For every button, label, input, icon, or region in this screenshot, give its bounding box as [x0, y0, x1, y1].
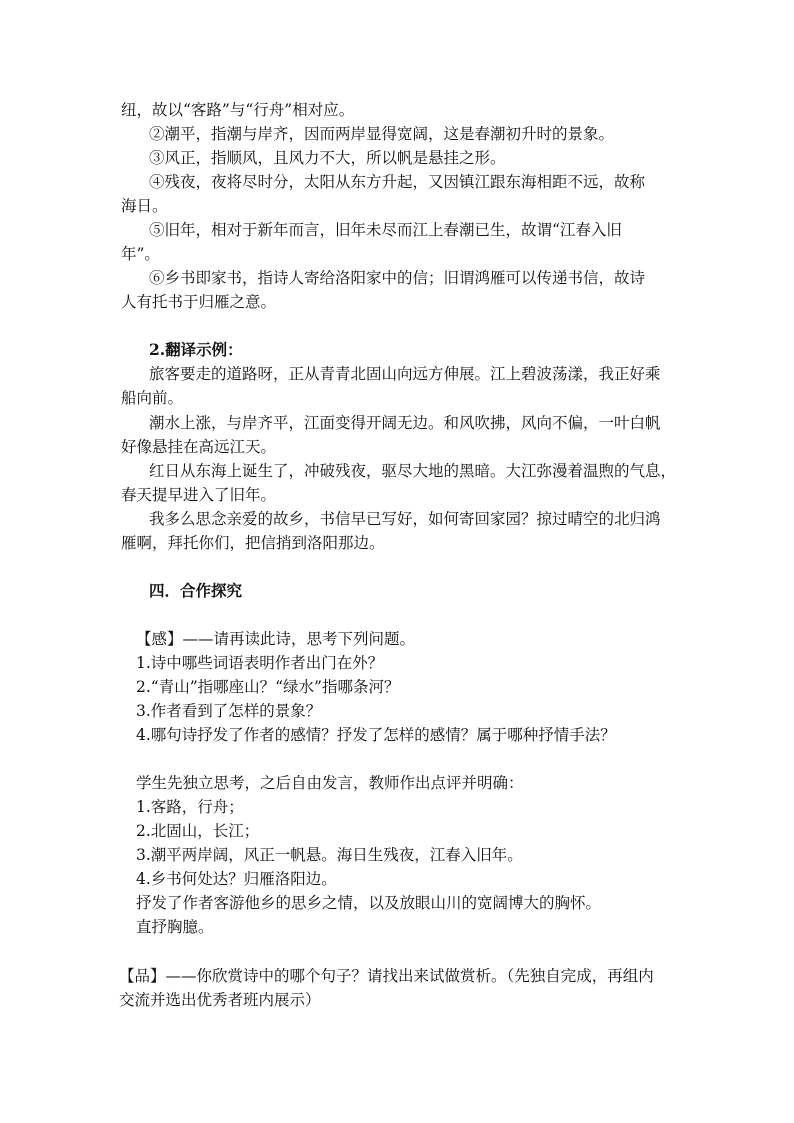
question-item: 2.“青山”指哪座山？“绿水”指哪条河？: [136, 678, 400, 696]
question-item: 3.作者看到了怎样的景象？: [136, 702, 322, 720]
note-5-cont: 年”。: [121, 245, 160, 263]
note-5: ⑤旧年，相对于新年而言，旧年未尽而江上春潮已生，故谓“江春入旧: [149, 221, 622, 239]
translation-line: 雁啊，拜托你们，把信捎到洛阳那边。: [121, 534, 385, 552]
translation-line: 旅客要走的道路呀，正从青青北固山向远方伸展。江上碧波荡漾，我正好乘: [149, 365, 661, 383]
note-6: ⑥乡书即家书，指诗人寄给洛阳家中的信；旧谓鸿雁可以传递书信，故诗: [149, 269, 646, 287]
answer-item: 抒发了作者客游他乡的思乡之情，以及放眼山川的宽阔博大的胸怀。: [136, 894, 602, 912]
translation-line: 好像悬挂在高远江天。: [121, 438, 277, 456]
section-heading: 四．合作探究: [149, 581, 243, 600]
answer-item: 3.潮平两岸阔，风正一帆悬。海日生残夜，江春入旧年。: [136, 846, 523, 864]
note-4-cont: 海日。: [121, 197, 168, 215]
translation-line: 我多么思念亲爱的故乡，书信早已写好，如何寄回家园？掠过晴空的北归鸿: [149, 510, 661, 528]
pin-prompt-cont: 交流并选出优秀者班内展示）: [119, 991, 321, 1009]
gan-intro: 【感】——请再读此诗，思考下列问题。: [136, 630, 416, 648]
answer-item: 4.乡书何处达？归雁洛阳边。: [136, 870, 337, 888]
translation-line: 红日从东海上诞生了，冲破残夜，驱尽大地的黑暗。大江弥漫着温煦的气息，: [149, 462, 677, 480]
note-3: ③风正，指顺风，且风力不大，所以帆是悬挂之形。: [149, 149, 506, 167]
note-2: ②潮平，指潮与岸齐，因而两岸显得宽阔，这是春潮初升时的景象。: [149, 125, 615, 143]
question-item: 1.诗中哪些词语表明作者出门在外？: [136, 654, 384, 672]
note-4: ④残夜，夜将尽时分，太阳从东方升起，又因镇江跟东海相距不远，故称: [149, 173, 646, 191]
translation-line: 船向前。: [121, 389, 184, 407]
answers-intro: 学生先独立思考，之后自由发言，教师作出点评并明确：: [136, 774, 524, 792]
translation-line: 潮水上涨，与岸齐平，江面变得开阔无边。和风吹拂，风向不偏，一叶白帆: [149, 414, 661, 432]
question-item: 4.哪句诗抒发了作者的感情？抒发了怎样的感情？属于哪种抒情手法？: [136, 726, 616, 744]
translation-heading: 2.翻译示例：: [149, 340, 243, 359]
note-line: 纽，故以“客路”与“行舟”相对应。: [121, 101, 355, 119]
translation-line: 春天提早进入了旧年。: [121, 486, 277, 504]
note-6-cont: 人有托书于归雁之意。: [121, 293, 277, 311]
answer-item: 1.客路，行舟；: [136, 798, 244, 816]
pin-prompt: 【品】——你欣赏诗中的哪个句子？请找出来试做赏析。（先独自完成，再组内: [119, 967, 654, 985]
answer-item: 2.北固山，长江；: [136, 822, 260, 840]
answer-item: 直抒胸臆。: [136, 918, 214, 936]
